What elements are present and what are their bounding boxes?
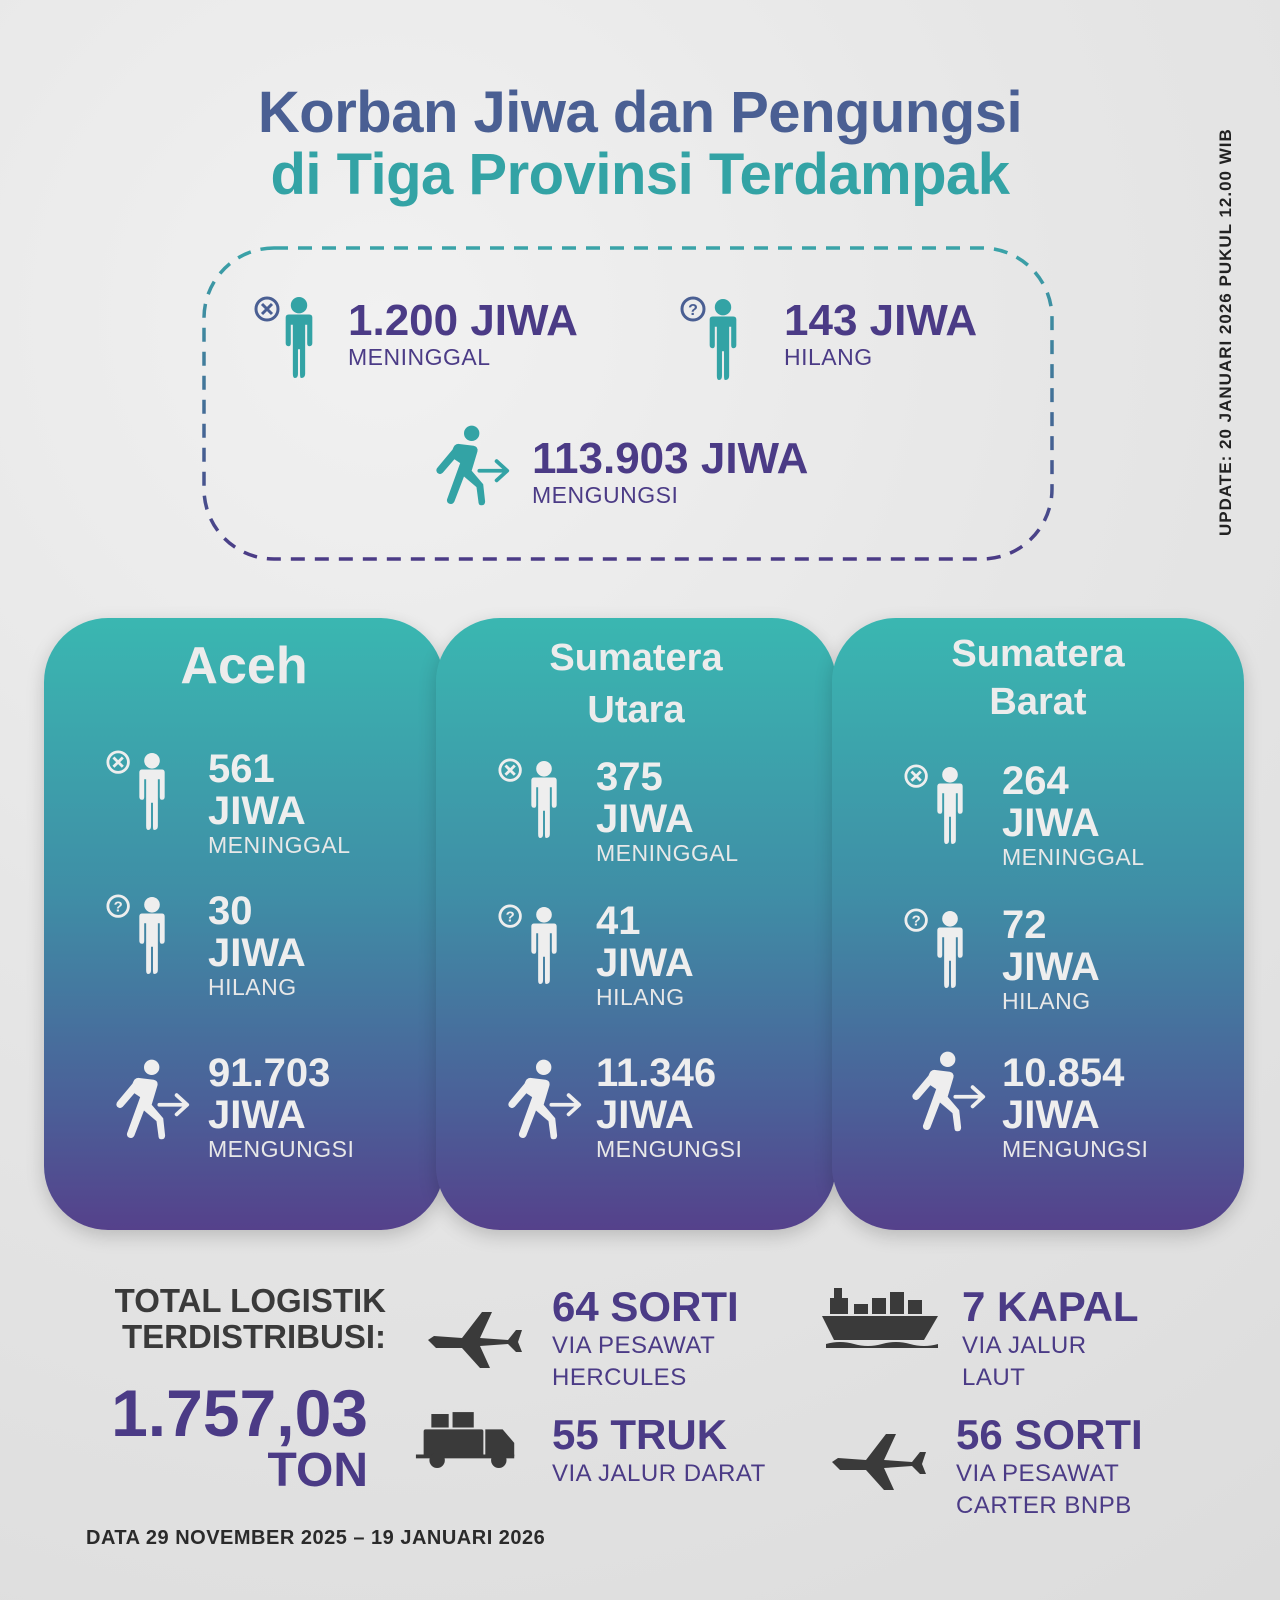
person-icon <box>702 298 744 380</box>
page-title <box>0 82 1280 206</box>
summary-box <box>202 246 1054 561</box>
aceh-missing <box>208 890 306 1000</box>
sumbar-evacuees <box>1002 1052 1148 1162</box>
svg-text:?: ? <box>911 912 921 930</box>
person-icon <box>930 766 970 844</box>
logistics-item-desc: VIA JALUR <box>962 1332 1087 1359</box>
logistics-item-value: 7 KAPAL <box>962 1283 1139 1330</box>
sumbar-missing <box>1002 904 1100 1014</box>
sumbar-evacuees-unit: JIWA <box>1002 1093 1100 1137</box>
card-aceh <box>44 618 444 1230</box>
truck-icon <box>414 1412 520 1470</box>
logistics-item-ship <box>962 1284 1139 1394</box>
title-line-1: Korban Jiwa dan Pengungsi <box>257 80 1023 145</box>
province-name: Aceh <box>180 637 308 695</box>
sumut-missing <box>596 900 694 1010</box>
svg-text:?: ? <box>688 302 698 319</box>
data-period-note: DATA 29 NOVEMBER 2025 – 19 JANUARI 2026 <box>86 1527 546 1549</box>
card-sumatera-utara <box>436 618 836 1230</box>
sumut-evacuees-value: 11.346 <box>596 1051 717 1095</box>
person-icon <box>278 296 320 378</box>
logistics-item-desc: LAUT <box>962 1364 1026 1391</box>
missing-question-icon <box>498 904 526 932</box>
aceh-deceased-label: MENINGGAL <box>208 832 351 858</box>
ship-icon <box>820 1284 940 1348</box>
aceh-deceased <box>208 748 351 858</box>
logistics-item-carter <box>956 1412 1143 1522</box>
evacuee-running-icon <box>892 1050 988 1132</box>
summary-missing <box>784 298 977 370</box>
logistics-heading-line-1: TOTAL LOGISTIK <box>114 1282 386 1319</box>
sumbar-missing-label: HILANG <box>1002 988 1091 1014</box>
airplane-icon <box>828 1428 928 1492</box>
deceased-x-icon <box>106 750 134 778</box>
logistics-total <box>60 1376 368 1497</box>
summary-evacuees-value: 113.903 JIWA <box>532 434 809 483</box>
logistics-item-truck <box>552 1412 766 1490</box>
sumbar-missing-value: 72 <box>1002 903 1047 947</box>
sumut-missing-value: 41 <box>596 899 641 943</box>
sumbar-deceased-unit: JIWA <box>1002 801 1100 845</box>
aceh-evacuees <box>208 1052 354 1162</box>
evacuee-running-icon <box>96 1058 192 1140</box>
sumut-deceased-label: MENINGGAL <box>596 840 739 866</box>
logistics-total-value: 1.757,03 <box>111 1376 368 1450</box>
person-icon <box>930 910 970 988</box>
province-cards <box>44 618 1244 1230</box>
logistics-heading <box>60 1283 386 1355</box>
update-note: UPDATE: 20 JANUARI 2026 PUKUL 12.00 WIB <box>1216 128 1235 536</box>
logistics-item-desc: VIA PESAWAT <box>956 1460 1120 1487</box>
logistics-item-desc: VIA JALUR DARAT <box>552 1460 766 1487</box>
logistics-total-unit: TON <box>267 1444 368 1497</box>
card-sumatera-barat <box>832 618 1244 1230</box>
sumut-deceased <box>596 756 739 866</box>
logistics-item-value: 55 TRUK <box>552 1411 728 1458</box>
aceh-missing-unit: JIWA <box>208 931 306 975</box>
aceh-missing-label: HILANG <box>208 974 297 1000</box>
province-name-line-2: Barat <box>989 681 1087 723</box>
province-name-line-1: Sumatera <box>951 633 1125 675</box>
missing-question-icon <box>106 894 134 922</box>
sumbar-evacuees-label: MENGUNGSI <box>1002 1136 1149 1162</box>
logistics-item-value: 64 SORTI <box>552 1283 739 1330</box>
summary-deceased-value: 1.200 JIWA <box>348 296 578 345</box>
sumbar-deceased-label: MENINGGAL <box>1002 844 1145 870</box>
sumbar-evacuees-value: 10.854 <box>1002 1051 1125 1095</box>
title-line-2: di Tiga Provinsi Terdampak <box>270 142 1010 207</box>
person-icon <box>132 752 172 830</box>
summary-missing-value: 143 JIWA <box>784 296 978 345</box>
logistics-item-desc: VIA PESAWAT <box>552 1332 716 1359</box>
aceh-missing-value: 30 <box>208 889 253 933</box>
summary-evacuees <box>532 436 808 508</box>
summary-deceased-label: MENINGGAL <box>348 344 491 370</box>
sumbar-deceased <box>1002 760 1145 870</box>
logistics-item-desc: HERCULES <box>552 1364 687 1391</box>
logistics-item-desc: CARTER BNPB <box>956 1492 1132 1519</box>
sumbar-missing-unit: JIWA <box>1002 945 1100 989</box>
aceh-deceased-value: 561 <box>208 747 275 791</box>
aceh-evacuees-value: 91.703 <box>208 1051 331 1095</box>
airplane-icon <box>424 1306 524 1370</box>
deceased-x-icon <box>498 758 526 786</box>
aceh-evacuees-unit: JIWA <box>208 1093 306 1137</box>
person-icon <box>524 760 564 838</box>
summary-missing-label: HILANG <box>784 344 873 370</box>
sumut-deceased-unit: JIWA <box>596 797 694 841</box>
province-name-line-1: Sumatera <box>549 637 723 679</box>
sumut-deceased-value: 375 <box>596 755 663 799</box>
deceased-x-icon <box>904 764 932 792</box>
province-name <box>436 632 836 736</box>
svg-text:?: ? <box>505 908 515 926</box>
sumut-evacuees <box>596 1052 742 1162</box>
missing-question-icon <box>904 908 932 936</box>
aceh-evacuees-label: MENGUNGSI <box>208 1136 355 1162</box>
sumut-evacuees-unit: JIWA <box>596 1093 694 1137</box>
sumut-evacuees-label: MENGUNGSI <box>596 1136 743 1162</box>
person-icon <box>524 906 564 984</box>
province-name-line-2: Utara <box>587 689 685 731</box>
summary-dashed-border <box>202 246 1054 561</box>
sumbar-deceased-value: 264 <box>1002 759 1069 803</box>
svg-text:?: ? <box>113 898 123 916</box>
logistics-heading-line-2: TERDISTRIBUSI: <box>122 1318 386 1355</box>
person-icon <box>132 896 172 974</box>
sumut-missing-label: HILANG <box>596 984 685 1010</box>
logistics-item-hercules <box>552 1284 739 1394</box>
province-name <box>832 630 1244 726</box>
aceh-deceased-unit: JIWA <box>208 789 306 833</box>
summary-evacuees-label: MENGUNGSI <box>532 482 679 508</box>
evacuee-running-icon <box>488 1058 584 1140</box>
logistics-item-value: 56 SORTI <box>956 1411 1143 1458</box>
sumut-missing-unit: JIWA <box>596 941 694 985</box>
evacuee-running-icon <box>416 424 512 506</box>
summary-deceased <box>348 298 578 370</box>
